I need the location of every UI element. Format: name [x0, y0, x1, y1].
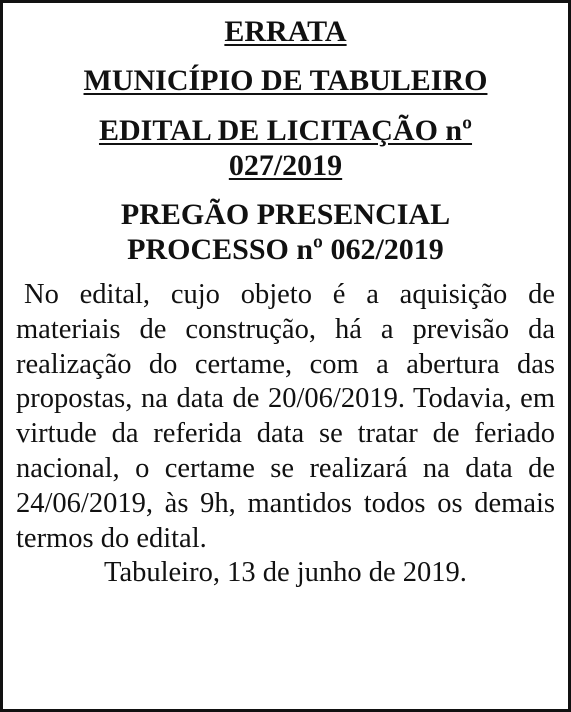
edital-number-value: 027/2019 [228, 149, 343, 182]
modality-heading [16, 197, 555, 267]
modality-label: PREGÃO PRESENCIAL [120, 198, 451, 231]
notice-title: ERRATA [224, 15, 347, 48]
place-and-date: Tabuleiro, 13 de junho de 2019. [104, 557, 467, 589]
edital-number-label: EDITAL DE LICITAÇÃO nº [98, 114, 473, 147]
notice-body: No edital, cujo objeto é a aquisição de materiais de construção, há a previsão da realização do certame, com a abertura das propostas, na data de 20/06/2019. Todavia, em virtude da referida data se tratar de feriado nacional, o certame se realizará na data de 24/06/2019, às 9h, mantidos todos os demais termos do edital. [16, 279, 555, 554]
process-number: PROCESSO nº 062/2019 [127, 233, 444, 266]
municipality-heading: MUNICÍPIO DE TABULEIRO [83, 64, 488, 97]
edital-heading [16, 113, 555, 183]
